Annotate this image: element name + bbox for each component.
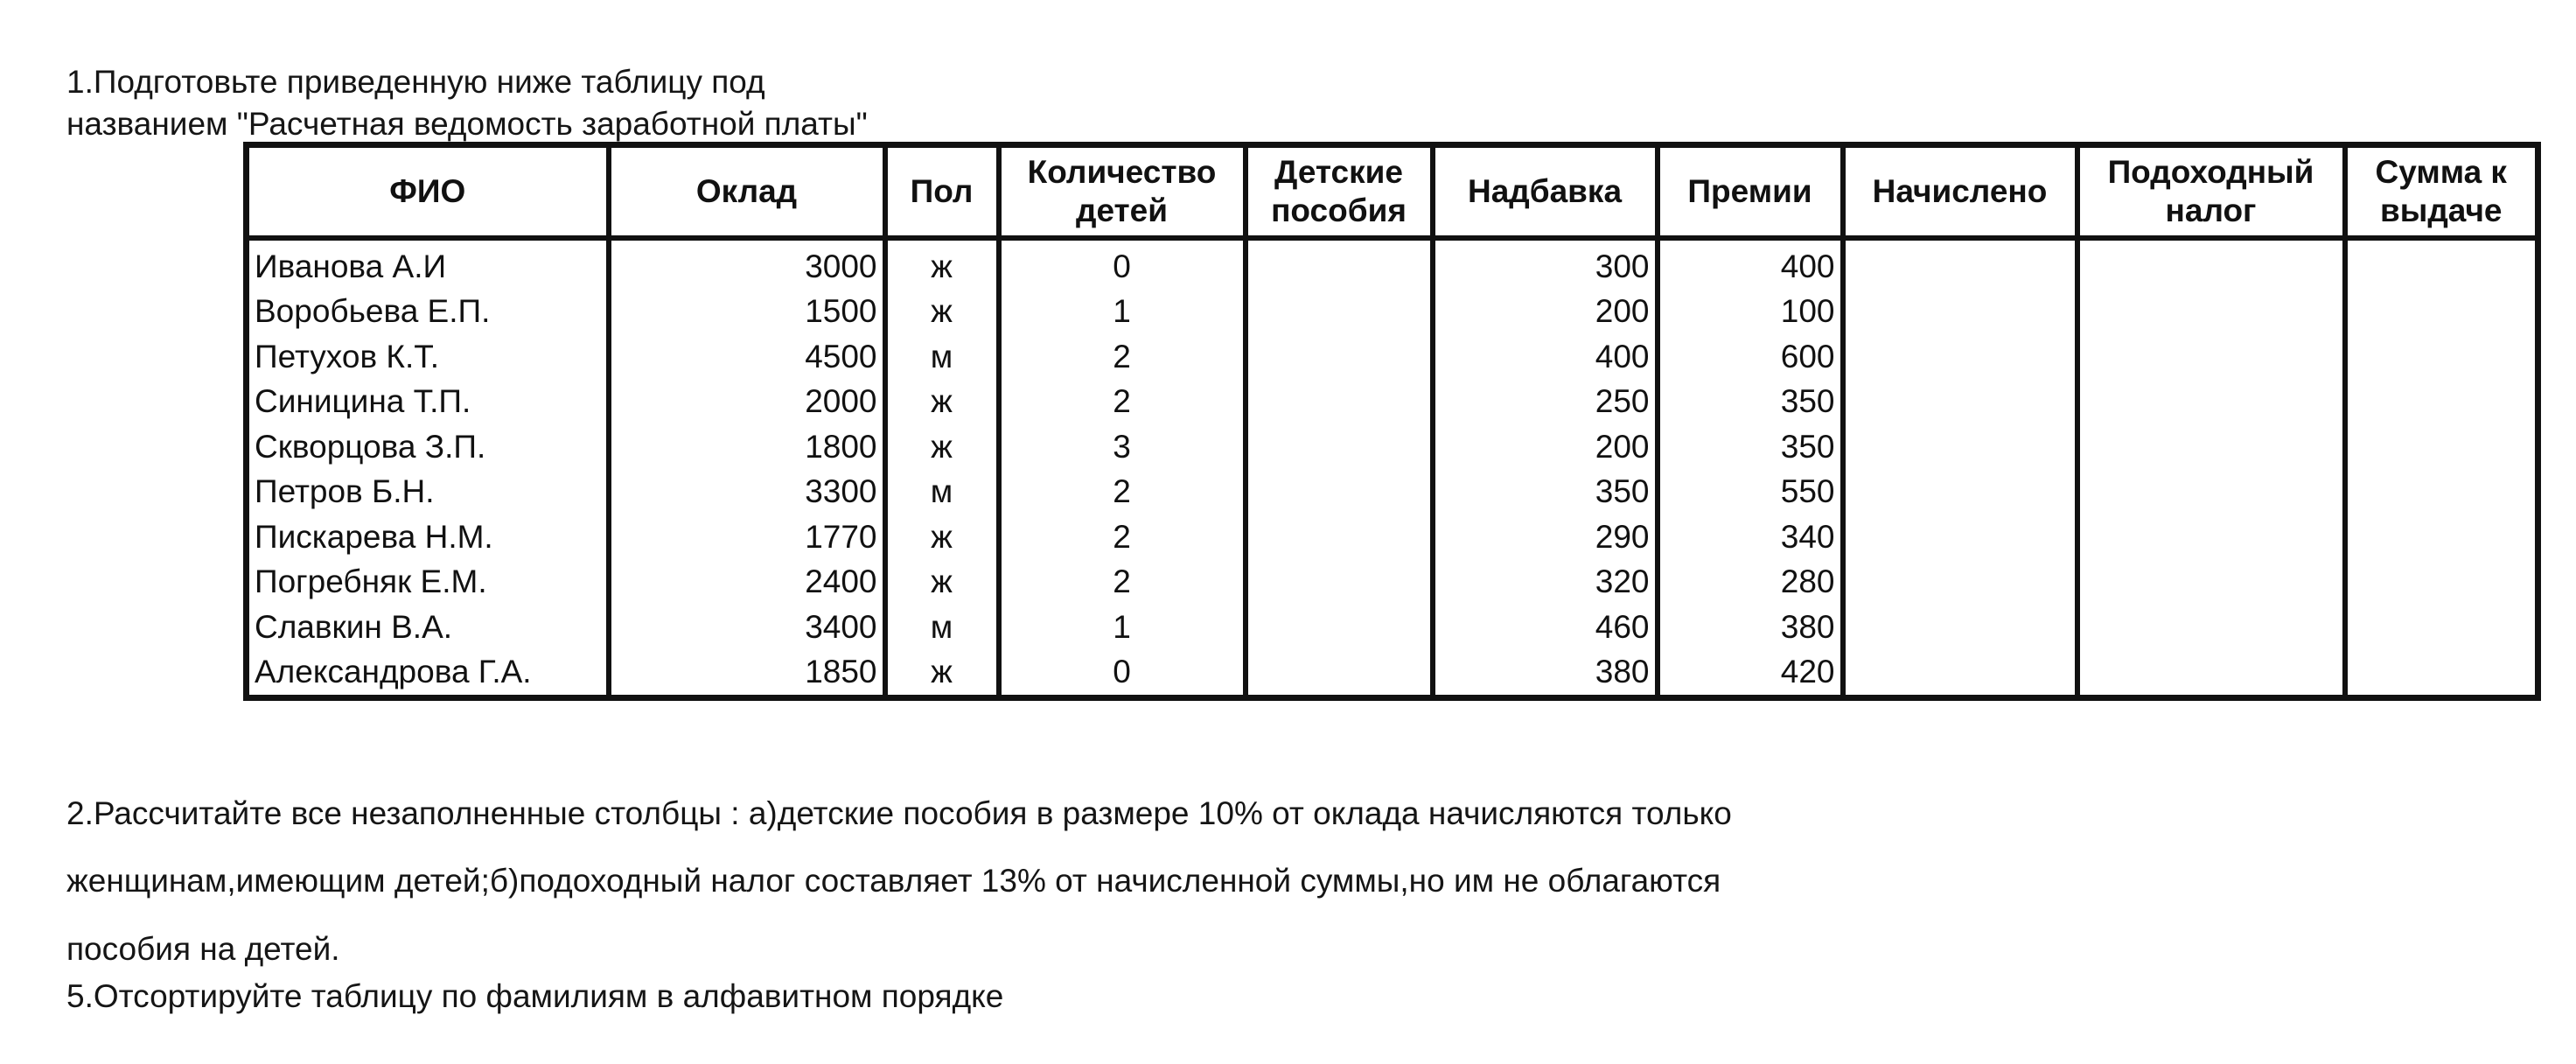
cell-deti: 0	[999, 650, 1246, 698]
table-row	[247, 470, 2538, 515]
header-fio: ФИО	[247, 145, 609, 239]
table-row	[247, 424, 2538, 470]
cell-posobiya	[1246, 605, 1433, 650]
cell-nalog	[2077, 380, 2345, 425]
table-row	[247, 605, 2538, 650]
cell-fio: Синицина Т.П.	[247, 380, 609, 425]
cell-summa	[2345, 470, 2538, 515]
cell-nadbavka: 300	[1433, 238, 1658, 290]
header-deti: Количество детей	[999, 145, 1246, 239]
cell-summa	[2345, 514, 2538, 560]
cell-pol: ж	[885, 290, 999, 335]
cell-nalog	[2077, 334, 2345, 380]
cell-fio: Петухов К.Т.	[247, 334, 609, 380]
cell-deti: 2	[999, 380, 1246, 425]
header-nadbavka: Надбавка	[1433, 145, 1658, 239]
cell-nachisleno	[1843, 470, 2077, 515]
cell-nadbavka: 460	[1433, 605, 1658, 650]
cell-deti: 0	[999, 238, 1246, 290]
cell-summa	[2345, 238, 2538, 290]
task1-line1: 1.Подготовьте приведенную ниже таблицу под	[66, 64, 765, 100]
table-row	[247, 650, 2538, 698]
cell-nalog	[2077, 560, 2345, 606]
cell-fio: Пискарева Н.М.	[247, 514, 609, 560]
task5-line: 5.Отсортируйте таблицу по фамилиям в алфавитном порядке	[66, 978, 1004, 1014]
table-row	[247, 238, 2538, 290]
cell-nadbavka: 200	[1433, 290, 1658, 335]
cell-deti: 2	[999, 334, 1246, 380]
cell-nalog	[2077, 470, 2345, 515]
cell-nachisleno	[1843, 650, 2077, 698]
cell-pol: м	[885, 605, 999, 650]
cell-fio: Александрова Г.А.	[247, 650, 609, 698]
cell-pol: м	[885, 334, 999, 380]
cell-fio: Иванова А.И	[247, 238, 609, 290]
cell-nadbavka: 200	[1433, 424, 1658, 470]
cell-nadbavka: 380	[1433, 650, 1658, 698]
task2-line1: 2.Рассчитайте все незаполненные столбцы : а)детские пособия в размере 10% от оклада начисляются только	[66, 795, 1732, 831]
cell-fio: Воробьева Е.П.	[247, 290, 609, 335]
payroll-table	[243, 142, 2541, 701]
cell-deti: 1	[999, 605, 1246, 650]
cell-summa	[2345, 605, 2538, 650]
cell-nachisleno	[1843, 514, 2077, 560]
header-nalog: Подоходный налог	[2077, 145, 2345, 239]
cell-nadbavka: 250	[1433, 380, 1658, 425]
cell-nadbavka: 350	[1433, 470, 1658, 515]
cell-summa	[2345, 380, 2538, 425]
payroll-table-wrapper	[243, 142, 2541, 701]
cell-pol: ж	[885, 424, 999, 470]
cell-premii: 400	[1658, 238, 1843, 290]
cell-nachisleno	[1843, 238, 2077, 290]
task1-line2: названием "Расчетная ведомость заработной платы"	[66, 106, 868, 142]
cell-deti: 2	[999, 470, 1246, 515]
cell-nachisleno	[1843, 424, 2077, 470]
cell-premii: 280	[1658, 560, 1843, 606]
cell-summa	[2345, 290, 2538, 335]
header-oklad: Оклад	[609, 145, 885, 239]
cell-pol: м	[885, 470, 999, 515]
table-row	[247, 290, 2538, 335]
table-row	[247, 380, 2538, 425]
cell-posobiya	[1246, 650, 1433, 698]
cell-nachisleno	[1843, 290, 2077, 335]
cell-oklad: 1500	[609, 290, 885, 335]
cell-summa	[2345, 334, 2538, 380]
cell-oklad: 1850	[609, 650, 885, 698]
header-premii: Премии	[1658, 145, 1843, 239]
table-row	[247, 560, 2538, 606]
cell-posobiya	[1246, 334, 1433, 380]
cell-deti: 3	[999, 424, 1246, 470]
header-posobiya: Детские пособия	[1246, 145, 1433, 239]
cell-oklad: 3300	[609, 470, 885, 515]
cell-premii: 350	[1658, 380, 1843, 425]
cell-posobiya	[1246, 238, 1433, 290]
cell-oklad: 3000	[609, 238, 885, 290]
cell-nadbavka: 400	[1433, 334, 1658, 380]
cell-deti: 2	[999, 560, 1246, 606]
cell-pol: ж	[885, 380, 999, 425]
task2-line2: женщинам,имеющим детей;б)подоходный налог составляет 13% от начисленной суммы,но им не облагаются	[66, 863, 1721, 899]
cell-deti: 2	[999, 514, 1246, 560]
cell-pol: ж	[885, 560, 999, 606]
cell-premii: 100	[1658, 290, 1843, 335]
cell-posobiya	[1246, 290, 1433, 335]
task2-line3: пособия на детей.	[66, 931, 340, 967]
cell-posobiya	[1246, 380, 1433, 425]
cell-deti: 1	[999, 290, 1246, 335]
cell-summa	[2345, 650, 2538, 698]
cell-nadbavka: 320	[1433, 560, 1658, 606]
cell-posobiya	[1246, 424, 1433, 470]
cell-nachisleno	[1843, 605, 2077, 650]
header-row	[247, 145, 2538, 239]
cell-premii: 550	[1658, 470, 1843, 515]
cell-nachisleno	[1843, 380, 2077, 425]
cell-premii: 380	[1658, 605, 1843, 650]
header-summa: Сумма к выдаче	[2345, 145, 2538, 239]
cell-premii: 350	[1658, 424, 1843, 470]
cell-oklad: 4500	[609, 334, 885, 380]
cell-oklad: 1770	[609, 514, 885, 560]
cell-nachisleno	[1843, 334, 2077, 380]
cell-premii: 340	[1658, 514, 1843, 560]
header-pol: Пол	[885, 145, 999, 239]
cell-fio: Погребняк Е.М.	[247, 560, 609, 606]
cell-posobiya	[1246, 514, 1433, 560]
cell-pol: ж	[885, 650, 999, 698]
table-row	[247, 334, 2538, 380]
table-row	[247, 514, 2538, 560]
cell-oklad: 2400	[609, 560, 885, 606]
cell-premii: 600	[1658, 334, 1843, 380]
cell-nalog	[2077, 605, 2345, 650]
cell-pol: ж	[885, 514, 999, 560]
cell-nadbavka: 290	[1433, 514, 1658, 560]
cell-summa	[2345, 424, 2538, 470]
cell-summa	[2345, 560, 2538, 606]
cell-fio: Петров Б.Н.	[247, 470, 609, 515]
cell-nalog	[2077, 424, 2345, 470]
cell-oklad: 2000	[609, 380, 885, 425]
cell-fio: Скворцова З.П.	[247, 424, 609, 470]
cell-nalog	[2077, 290, 2345, 335]
header-nachisleno: Начислено	[1843, 145, 2077, 239]
cell-nalog	[2077, 514, 2345, 560]
cell-pol: ж	[885, 238, 999, 290]
cell-nalog	[2077, 238, 2345, 290]
cell-nalog	[2077, 650, 2345, 698]
cell-oklad: 3400	[609, 605, 885, 650]
cell-oklad: 1800	[609, 424, 885, 470]
cell-fio: Славкин В.А.	[247, 605, 609, 650]
cell-posobiya	[1246, 560, 1433, 606]
cell-premii: 420	[1658, 650, 1843, 698]
cell-nachisleno	[1843, 560, 2077, 606]
cell-posobiya	[1246, 470, 1433, 515]
